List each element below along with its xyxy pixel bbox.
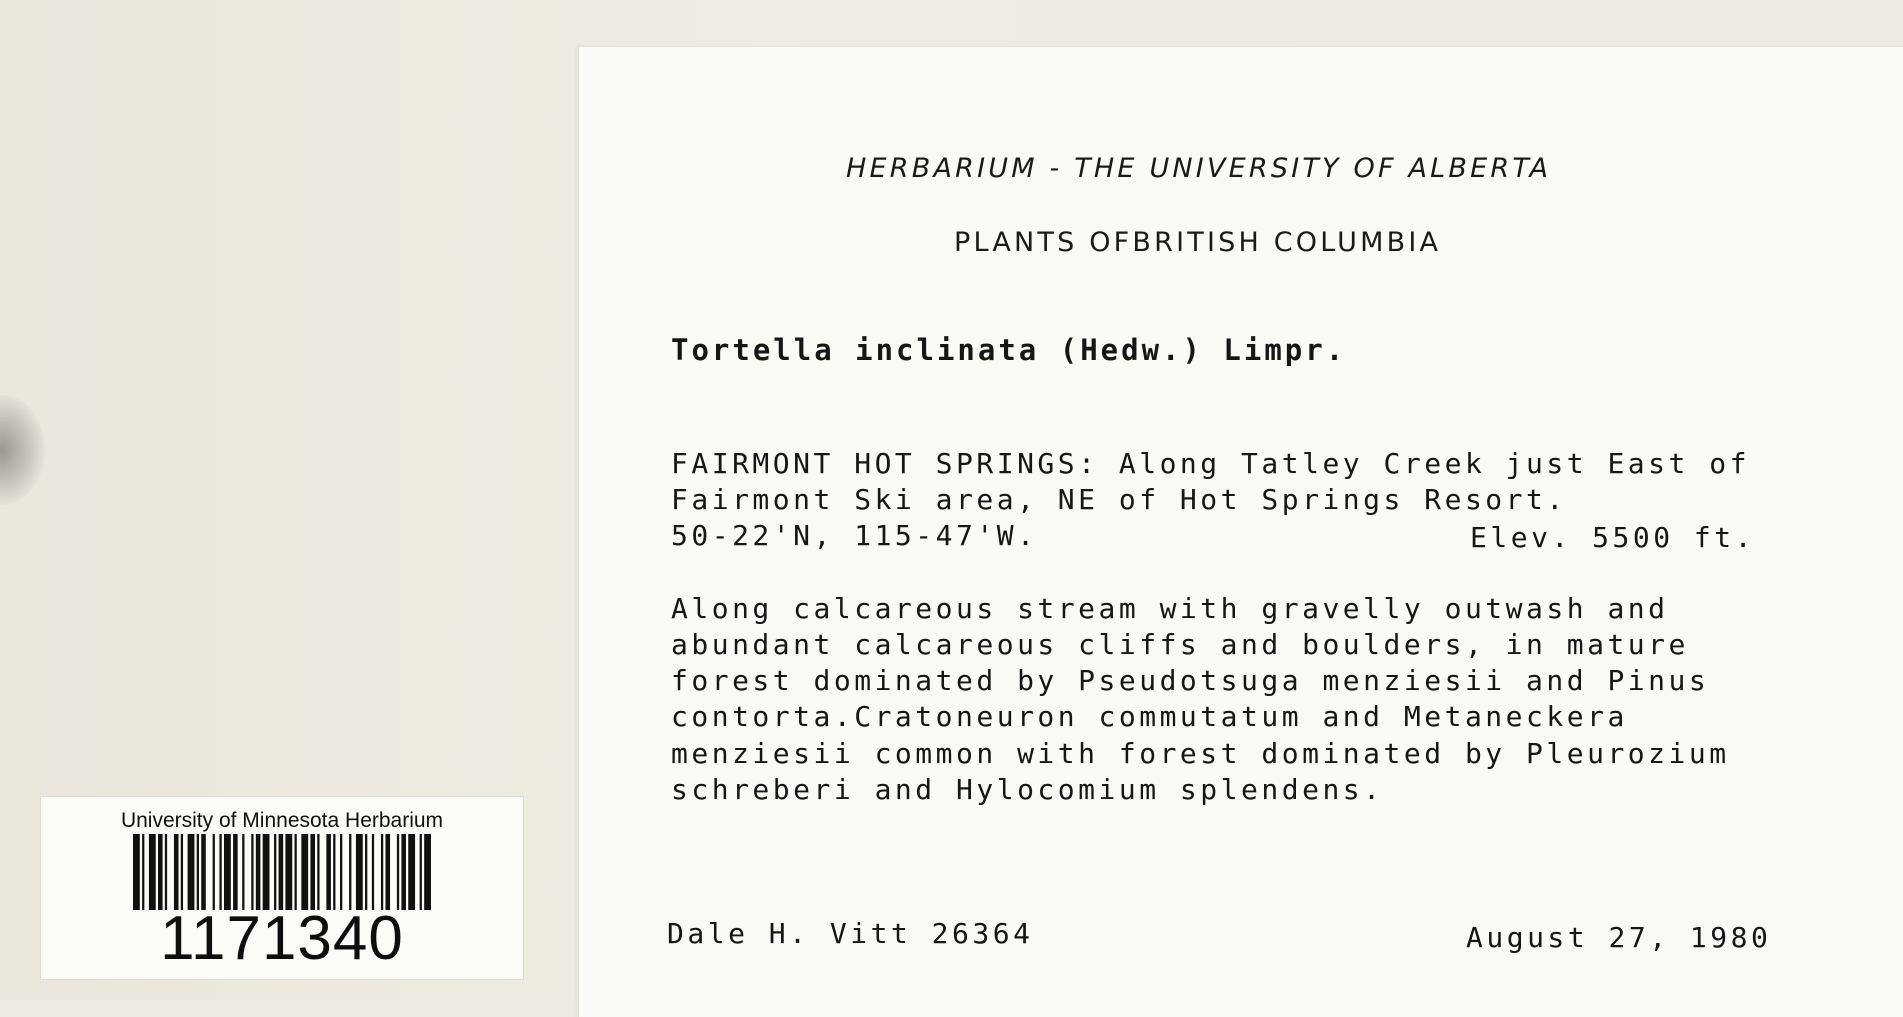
coordinates: 50-22'N, 115-47'W. <box>671 519 1038 552</box>
habitat-line: abundant calcareous cliffs and boulders, in mature <box>671 628 1689 661</box>
collector: Dale H. Vitt 26364 <box>667 917 1034 950</box>
habitat-line: menziesii common with forest dominated by Pleurozium <box>671 737 1730 770</box>
species-name: Tortella inclinata (Hedw.) Limpr. <box>671 333 1347 367</box>
label-subheader: PLANTS OFBRITISH COLUMBIA <box>954 227 1442 258</box>
habitat-line: Along calcareous stream with gravelly outwash and <box>671 592 1669 625</box>
label-header: HERBARIUM - THE UNIVERSITY OF ALBERTA <box>846 153 1552 184</box>
habitat-line: forest dominated by Pseudotsuga menziesii and Pinus <box>671 664 1710 697</box>
habitat-line: schreberi and Hylocomium splendens. <box>671 773 1384 806</box>
barcode-institution: University of Minnesota Herbarium <box>120 809 444 832</box>
barcode-image <box>133 834 431 910</box>
barcode-number: 1171340 <box>160 904 404 973</box>
collection-date: August 27, 1980 <box>1466 921 1772 954</box>
locality-line: FAIRMONT HOT SPRINGS: Along Tatley Creek just East of <box>671 447 1750 480</box>
locality-line: Fairmont Ski area, NE of Hot Springs Resort. <box>671 483 1567 516</box>
habitat-line: contorta.Cratoneuron commutatum and Metaneckera <box>671 700 1628 733</box>
elevation: Elev. 5500 ft. <box>1470 521 1756 554</box>
specimen-label <box>578 46 1903 1017</box>
barcode-label <box>40 796 524 980</box>
